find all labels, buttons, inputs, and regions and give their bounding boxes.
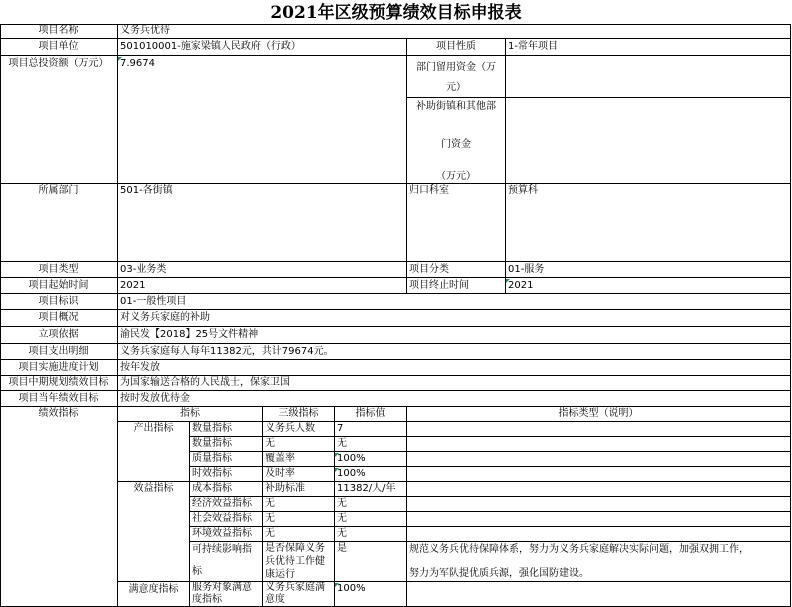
indicator-value[interactable]: 100% bbox=[335, 452, 407, 467]
label-responsible-section: 归口科室 bbox=[407, 184, 506, 262]
indicator-note[interactable] bbox=[407, 467, 791, 482]
label-expenditure-detail: 项目支出明细 bbox=[0, 344, 118, 360]
label-project-overview: 项目概况 bbox=[0, 310, 118, 327]
value-project-identifier[interactable]: 01-一般性项目 bbox=[118, 294, 791, 310]
label-dept-reserve-funds bbox=[407, 56, 506, 98]
value-responsible-section[interactable]: 预算科 bbox=[506, 184, 791, 262]
indicator-note[interactable] bbox=[407, 452, 791, 467]
label-midterm-goal: 项目中期规划绩效目标 bbox=[0, 376, 118, 391]
indicator-sub-satisfaction bbox=[190, 582, 263, 607]
sustain-l3-line1: 是否保障义务 bbox=[265, 543, 325, 554]
cell-note-marker bbox=[118, 57, 122, 61]
indicator-note-sustainability[interactable] bbox=[407, 542, 791, 582]
header-level3: 三级指标 bbox=[263, 407, 335, 422]
value-project-type[interactable]: 03-业务类 bbox=[118, 262, 407, 278]
value-annual-goal[interactable]: 按时发放优待金 bbox=[118, 391, 791, 407]
value-approval-basis[interactable]: 渝民发【2018】25号文件精神 bbox=[118, 327, 791, 344]
satis-l3-line1: 义务兵家庭满 bbox=[265, 582, 325, 593]
indicator-level3[interactable]: 无 bbox=[263, 437, 335, 452]
satis-sub-line2: 度指标 bbox=[192, 594, 222, 605]
dept-reserve-line1: 部门留用资金（万 bbox=[416, 62, 496, 73]
label-progress-plan: 项目实施进度计划 bbox=[0, 360, 118, 376]
indicator-level3[interactable]: 覆盖率 bbox=[263, 452, 335, 467]
indicator-sub: 质量指标 bbox=[190, 452, 263, 467]
label-project-category: 项目分类 bbox=[407, 262, 506, 278]
indicator-sub-sustainability bbox=[190, 542, 263, 582]
dept-reserve-line2: 元） bbox=[446, 82, 466, 93]
sustain-sub-line2: 标 bbox=[192, 566, 202, 577]
header-indicator-type: 指标类型（说明） bbox=[407, 407, 791, 422]
header-indicator-value: 指标值 bbox=[335, 407, 407, 422]
indicator-value[interactable]: 7 bbox=[335, 422, 407, 437]
label-subsidy-funds bbox=[407, 98, 506, 184]
indicator-note[interactable] bbox=[407, 482, 791, 497]
subsidy-line2: 门资金 bbox=[441, 139, 471, 150]
sustain-sub-line1: 可持续影响指 bbox=[192, 544, 252, 555]
cell-note-marker bbox=[335, 453, 339, 457]
cell-note-marker bbox=[335, 468, 339, 472]
indicator-value[interactable]: 100% bbox=[335, 582, 407, 607]
cell-note-marker bbox=[335, 583, 339, 587]
indicator-level3[interactable]: 义务兵人数 bbox=[263, 422, 335, 437]
indicator-sub: 数量指标 bbox=[190, 437, 263, 452]
indicator-level3[interactable]: 无 bbox=[263, 497, 335, 512]
value-expenditure-detail[interactable]: 义务兵家庭每人每年11382元，共计79674元。 bbox=[118, 344, 791, 360]
indicator-value[interactable]: 100% bbox=[335, 467, 407, 482]
indicator-value[interactable]: 11382/人/年 bbox=[335, 482, 407, 497]
group-benefit-indicators: 效益指标 bbox=[118, 482, 190, 582]
indicator-note[interactable] bbox=[407, 512, 791, 527]
value-progress-plan[interactable]: 按年发放 bbox=[118, 360, 791, 376]
indicator-sub: 社会效益指标 bbox=[190, 512, 263, 527]
value-end-time[interactable]: 2021 bbox=[506, 278, 791, 294]
satis-sub-line1: 服务对象满意 bbox=[192, 582, 252, 593]
indicator-level3[interactable]: 无 bbox=[263, 527, 335, 542]
indicator-note[interactable] bbox=[407, 422, 791, 437]
label-project-name: 项目名称 bbox=[0, 24, 118, 39]
indicator-value[interactable]: 无 bbox=[335, 527, 407, 542]
label-annual-goal: 项目当年绩效目标 bbox=[0, 391, 118, 407]
indicator-level3-satisfaction[interactable] bbox=[263, 582, 335, 607]
indicator-sub: 经济效益指标 bbox=[190, 497, 263, 512]
indicator-value[interactable]: 是 bbox=[335, 542, 407, 582]
sustain-note-line1: 规范义务兵优待保障体系，努力为义务兵家庭解决实际问题，加强双拥工作， bbox=[409, 544, 749, 555]
sustain-l3-line3: 康运行 bbox=[265, 569, 295, 580]
indicator-note[interactable] bbox=[407, 582, 791, 607]
indicator-sub: 数量指标 bbox=[190, 422, 263, 437]
indicator-note[interactable] bbox=[407, 497, 791, 512]
label-project-nature: 项目性质 bbox=[407, 39, 506, 56]
label-project-unit: 项目单位 bbox=[0, 39, 118, 56]
indicator-value[interactable]: 无 bbox=[335, 497, 407, 512]
label-project-identifier: 项目标识 bbox=[0, 294, 118, 310]
header-indicator: 指标 bbox=[118, 407, 263, 422]
value-project-unit[interactable]: 501010001-施家梁镇人民政府（行政） bbox=[118, 39, 407, 56]
satis-l3-line2: 意度 bbox=[265, 594, 285, 605]
subsidy-line3: （万元） bbox=[436, 171, 476, 182]
value-start-time[interactable]: 2021 bbox=[118, 278, 407, 294]
indicator-sub: 时效指标 bbox=[190, 467, 263, 482]
value-total-investment[interactable]: 7.9674 bbox=[118, 56, 407, 184]
sustain-l3-line2: 兵优待工作健 bbox=[265, 556, 325, 567]
indicator-note[interactable] bbox=[407, 527, 791, 542]
subsidy-line1: 补助街镇和其他部 bbox=[416, 101, 496, 112]
label-start-time: 项目起始时间 bbox=[0, 278, 118, 294]
indicator-level3-sustainability[interactable] bbox=[263, 542, 335, 582]
value-project-nature[interactable]: 1-常年项目 bbox=[506, 39, 791, 56]
value-subsidy-funds[interactable] bbox=[506, 98, 791, 184]
label-approval-basis: 立项依据 bbox=[0, 327, 118, 344]
indicator-note[interactable] bbox=[407, 437, 791, 452]
value-project-name[interactable]: 义务兵优待 bbox=[118, 24, 791, 39]
label-total-investment: 项目总投资额（万元） bbox=[0, 56, 118, 184]
indicator-level3[interactable]: 无 bbox=[263, 512, 335, 527]
value-project-category[interactable]: 01-服务 bbox=[506, 262, 791, 278]
label-department: 所属部门 bbox=[0, 184, 118, 262]
label-end-time: 项目终止时间 bbox=[407, 278, 506, 294]
indicator-value[interactable]: 无 bbox=[335, 512, 407, 527]
form-title: 2021年区级预算绩效目标申报表 bbox=[270, 3, 522, 23]
indicator-value[interactable]: 无 bbox=[335, 437, 407, 452]
sustain-note-line2: 努力为军队提优质兵源，强化国防建设。 bbox=[409, 568, 589, 579]
value-department[interactable]: 501-各街镇 bbox=[118, 184, 407, 262]
indicator-sub: 成本指标 bbox=[190, 482, 263, 497]
group-output-indicators: 产出指标 bbox=[118, 422, 190, 482]
indicator-level3[interactable]: 及时率 bbox=[263, 467, 335, 482]
value-dept-reserve-funds[interactable] bbox=[506, 56, 791, 98]
label-project-type: 项目类型 bbox=[0, 262, 118, 278]
label-performance-indicators: 绩效指标 bbox=[0, 407, 118, 607]
indicator-level3[interactable]: 补助标准 bbox=[263, 482, 335, 497]
value-project-overview[interactable]: 对义务兵家庭的补助 bbox=[118, 310, 791, 327]
indicator-sub: 环境效益指标 bbox=[190, 527, 263, 542]
value-midterm-goal[interactable]: 为国家输送合格的人民战士，保家卫国 bbox=[118, 376, 791, 391]
cell-note-marker bbox=[506, 279, 510, 283]
group-satisfaction-indicators: 满意度指标 bbox=[118, 582, 190, 607]
